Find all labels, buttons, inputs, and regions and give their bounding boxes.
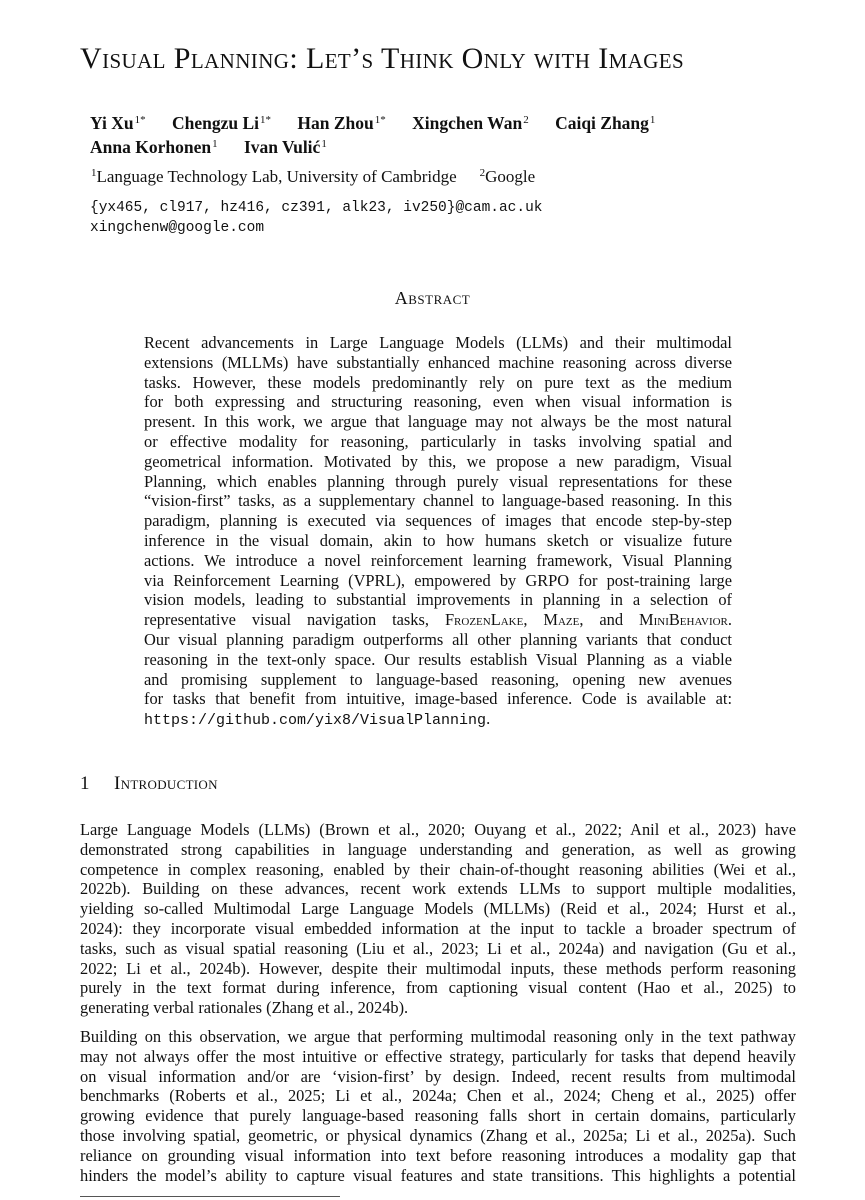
paragraph-line: 2022; Li et al., 2024b). However, despite their multimodal inputs, these methods perform reasoning: [80, 958, 796, 978]
paragraph-line: may not always offer the most intuitive or effective strategy, particularly for tasks that depend heavily: [80, 1046, 796, 1066]
task-name: Maze: [543, 610, 580, 630]
author: Anna Korhonen$^1$: [90, 137, 218, 157]
abstract-line: actions. We introduce a novel reinforcement learning framework, Visual Planning: [144, 550, 732, 570]
email-line: xingchenw@google.com: [90, 220, 265, 236]
paragraph-line: tasks, such as visual spatial reasoning (Liu et al., 2023; Li et al., 2024a) and navigation (Gu et al.,: [80, 938, 796, 958]
abstract-line: tasks. However, these models predominantly rely on pure text as the medium: [144, 372, 732, 392]
section-number: 1: [80, 773, 90, 794]
section-title: Introduction: [114, 773, 218, 794]
affiliation: $^2$Google: [479, 167, 536, 186]
email-line: {yx465, cl917, hz416, cz391, alk23, iv250}@cam.ac.uk: [90, 200, 543, 216]
paragraph-line: competence in complex reasoning, enabled by their chain-of-thought reasoning abilities (Wei et al.,: [80, 859, 796, 879]
abstract-line: via Reinforcement Learning (VPRL), empowered by GRPO for post-training large: [144, 570, 732, 590]
abstract-line: present. In this work, we argue that language may not always be the most natural: [144, 412, 732, 432]
paragraph-line: on visual information and/or are ‘vision-first’ by design. Indeed, recent results from multimodal: [80, 1066, 796, 1086]
abstract-line: Recent advancements in Large Language Models (LLMs) and their multimodal: [144, 333, 732, 352]
code-url-link[interactable]: https://github.com/yix8/VisualPlanning: [144, 712, 487, 730]
abstract-line: paradigm, planning is executed via sequences of images that encode step-by-step: [144, 511, 732, 531]
abstract-line: vision models, leading to substantial improvements in planning in a selection of: [144, 590, 732, 610]
abstract-line: for tasks that benefit from intuitive, image-based inference. Code is available at:: [144, 689, 732, 709]
paragraph-line: yielding so-called Multimodal Large Language Models (MLLMs) (Reid et al., 2024; Hurst et al.,: [80, 899, 796, 919]
abstract-line: “vision-first” tasks, as a supplementary channel to language-based reasoning. In this: [144, 491, 732, 511]
affiliations: [90, 167, 535, 187]
affiliation: $^1$Language Technology Lab, University of Cambridge: [91, 167, 457, 186]
paragraph-line: demonstrated strong capabilities in language understanding and generation, as well as growing: [80, 839, 796, 859]
paragraph-line: generating verbal rationales (Zhang et al., 2024b).: [80, 998, 409, 1018]
paragraph-line: benchmarks (Roberts et al., 2025; Li et al., 2024a; Chen et al., 2024; Cheng et al., 2025) offer: [80, 1086, 796, 1106]
paragraph-line: hinders the model’s ability to capture visual features and state transitions. This highlights a potential: [80, 1165, 796, 1185]
task-name: FrozenLake: [444, 610, 524, 630]
email-block: [90, 198, 542, 238]
abstract-line: geometrical information. Motivated by this, we propose a new paradigm, Visual: [144, 451, 732, 471]
abstract-line-tasks: representative visual navigation tasks, FrozenLake, Maze, and MiniBehavior.: [144, 610, 732, 630]
intro-paragraph-1: [80, 820, 796, 1018]
abstract-line: extensions (MLLMs) have substantially enhanced machine reasoning across diverse: [144, 352, 732, 372]
author-list: [90, 110, 677, 158]
abstract-line: Planning, which enables planning through purely visual representations for these: [144, 471, 732, 491]
paper-title: Visual Planning: Let’s Think Only with Images: [80, 42, 685, 75]
author: Caiqi Zhang$^1$: [555, 113, 656, 133]
author: Chengzu $Li^{1*}$: [171, 113, 272, 133]
author: Yi $Xu^{1*}$: [90, 113, 146, 133]
abstract-line: or effective modality for reasoning, particularly in tasks involving spatial and: [144, 431, 732, 451]
author: Xingchen Wan$^2$: [412, 113, 529, 133]
abstract-line-code: https://github.com/yix8/VisualPlanning.: [144, 709, 491, 730]
abstract-line: reasoning in the text-only space. Our results establish Visual Planning as a viable: [144, 649, 732, 669]
abstract-line: Our visual planning paradigm outperforms all other planning variants that conduct: [144, 629, 732, 649]
author: Han Zhou$^{1*}$: [297, 113, 386, 133]
paragraph-line: those involving spatial, geometric, or physical dynamics (Zhang et al., 2025a; Li et al., 2025a). Such: [80, 1125, 796, 1145]
paragraph-line: purely in the text format during inference, from captioning visual content (Hao et al., 2025) to: [80, 978, 796, 998]
abstract-body: [144, 333, 732, 729]
abstract-line: inference in the visual domain, akin to how humans sketch or visualize future: [144, 530, 732, 550]
abstract-heading: Abstract: [394, 288, 471, 308]
paragraph-line: Large Language Models (LLMs) (Brown et al., 2020; Ouyang et al., 2022; Anil et al., 2023) have: [80, 820, 796, 839]
paragraph-line: reliance on grounding visual information into text before reasoning introduces a modality gap that: [80, 1145, 796, 1165]
paragraph-line: 2022b). Building on these advances, recent work extends LLMs to support multiple modalities,: [80, 879, 796, 899]
paragraph-line: 2024): they incorporate visual embedded information at the input to tackle a broader spectrum of: [80, 918, 796, 938]
intro-paragraph-2: [80, 1027, 796, 1185]
abstract-line: and promising supplement to language-based reasoning, opening new avenues: [144, 669, 732, 689]
author: Ivan Vulić$^1$: [243, 137, 327, 157]
abstract-line: for both expressing and structuring reasoning, even when visual information is: [144, 392, 732, 412]
paragraph-line: Building on this observation, we argue that performing multimodal reasoning only in the text pathway: [80, 1027, 796, 1046]
footnote-rule: [80, 1196, 340, 1197]
task-name: MiniBehavior: [639, 610, 728, 630]
paragraph-line: growing evidence that purely language-based reasoning falls short in certain domains, particularly: [80, 1106, 796, 1126]
section-heading: [80, 773, 218, 795]
